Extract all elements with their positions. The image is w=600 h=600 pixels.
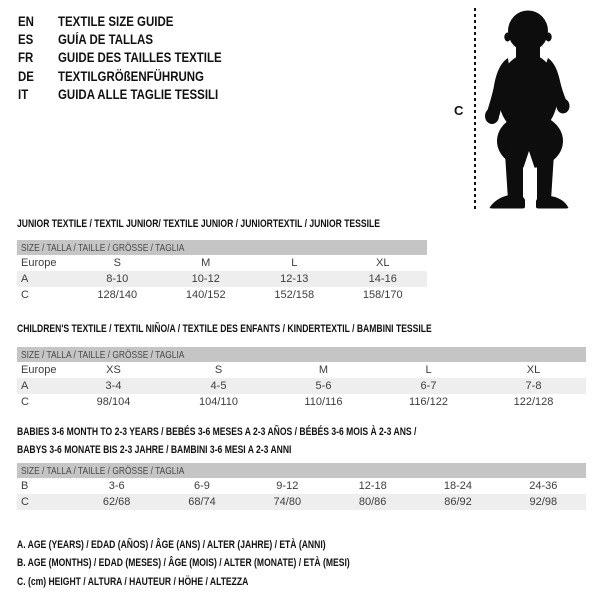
size-cell: 24-36 bbox=[529, 480, 558, 492]
size-cell: XL bbox=[526, 364, 541, 376]
size-cell: L bbox=[291, 257, 298, 269]
size-cell: 122/128 bbox=[513, 396, 554, 408]
size-cell: 158/170 bbox=[362, 289, 403, 301]
legend-text: B. AGE (MONTHS) / EDAD (MESES) / ÂGE (MOIS) / ALTER (MONATE) / ETÀ (MESI) bbox=[17, 557, 350, 570]
size-cell: 5-6 bbox=[315, 380, 332, 392]
lang-code bbox=[18, 87, 58, 102]
size-cell: 128/140 bbox=[97, 289, 138, 301]
size-cell: 80/86 bbox=[358, 496, 387, 508]
table-row bbox=[17, 255, 427, 271]
table-header-label: SIZE / TALLA / TAILLE / GRÖSSE / TAGLIA bbox=[21, 464, 185, 477]
table-title bbox=[17, 424, 529, 459]
size-cell: 4-5 bbox=[210, 380, 227, 392]
table-title-text: BABIES 3-6 MONTH TO 2-3 YEARS / BEBÉS 3-6 MESES A 2-3 AÑOS / BÉBÉS 3-6 MOIS À 2-3 ANS / bbox=[17, 426, 417, 438]
size-cell: 8-10 bbox=[106, 273, 129, 285]
table-header-label: SIZE / TALLA / TAILLE / GRÖSSE / TAGLIA bbox=[21, 348, 185, 361]
size-cell: XL bbox=[376, 257, 390, 269]
size-cell: 116/122 bbox=[409, 396, 448, 408]
size-table bbox=[17, 347, 586, 410]
language-title-list bbox=[18, 12, 251, 104]
table-row bbox=[17, 478, 586, 494]
lang-code-text: FR bbox=[18, 50, 34, 66]
table-title bbox=[17, 321, 549, 339]
size-cell: 7-8 bbox=[525, 380, 542, 392]
legend-text: A. AGE (YEARS) / EDAD (AÑOS) / ÂGE (ANS) / ALTER (JAHRE) / ETÀ (ANNI) bbox=[17, 539, 326, 551]
table-row bbox=[17, 287, 427, 303]
size-cell: 104/110 bbox=[199, 396, 238, 408]
size-cell: 86/92 bbox=[444, 496, 472, 508]
size-cell: 18-24 bbox=[443, 480, 473, 492]
size-cell: M bbox=[318, 364, 329, 376]
size-cell: 3-6 bbox=[108, 480, 125, 492]
lang-title-text: TEXTILGRÖßENFÜHRUNG bbox=[58, 68, 204, 84]
lang-code-text: EN bbox=[18, 13, 34, 29]
height-c-label: C bbox=[454, 103, 464, 118]
size-cell: 92/98 bbox=[529, 496, 558, 508]
lang-code bbox=[18, 32, 58, 47]
size-cell: S bbox=[113, 257, 121, 269]
lang-title bbox=[58, 32, 170, 47]
lang-code bbox=[18, 14, 58, 29]
legend-line-b bbox=[17, 554, 444, 572]
row-label: A bbox=[21, 273, 29, 285]
size-cell: 98/104 bbox=[96, 396, 131, 408]
lang-title bbox=[58, 50, 251, 65]
table-header-band bbox=[17, 240, 427, 255]
table-row bbox=[17, 394, 586, 410]
lang-row-en bbox=[18, 12, 251, 30]
size-cell: XS bbox=[106, 364, 121, 376]
size-cell: S bbox=[214, 364, 223, 376]
lang-title-text: GUÍA DE TALLAS bbox=[58, 32, 153, 48]
measurement-legend bbox=[17, 536, 444, 591]
lang-title bbox=[58, 87, 247, 102]
table-title-line bbox=[17, 442, 529, 460]
size-cell: M bbox=[201, 257, 211, 269]
size-table bbox=[17, 463, 586, 510]
table-title-text: CHILDREN'S TEXTILE / TEXTIL NIÑO/A / TEXTILE DES ENFANTS / KINDERTEXTIL / BAMBINI TESSILE bbox=[17, 323, 432, 335]
lang-code bbox=[18, 50, 58, 65]
size-cell: 140/152 bbox=[185, 289, 226, 301]
row-label: C bbox=[21, 496, 29, 508]
table-row bbox=[17, 378, 586, 394]
height-dashed-line bbox=[474, 8, 476, 210]
row-label: Europe bbox=[21, 364, 57, 376]
toddler-silhouette-icon bbox=[482, 8, 600, 210]
table-title-line bbox=[17, 424, 529, 442]
size-cell: 3-4 bbox=[105, 380, 122, 392]
table-title-text: BABYS 3-6 MONATE BIS 2-3 JAHRE / BAMBINI 3-6 MESI A 2-3 ANNI bbox=[17, 443, 292, 456]
lang-title-text: GUIDA ALLE TAGLIE TESSILI bbox=[58, 87, 219, 103]
row-label: B bbox=[21, 480, 29, 492]
legend-line-a bbox=[17, 536, 444, 554]
row-label: C bbox=[21, 396, 29, 408]
table-title-line bbox=[17, 321, 549, 339]
lang-title-text: GUIDE DES TAILLES TEXTILE bbox=[58, 50, 222, 66]
size-cell: 9-12 bbox=[276, 480, 299, 492]
lang-title bbox=[58, 14, 194, 29]
size-cell: 152/158 bbox=[274, 289, 315, 301]
size-table bbox=[17, 240, 427, 303]
table-title-text: JUNIOR TEXTILE / TEXTIL JUNIOR/ TEXTILE JUNIOR / JUNIORTEXTIL / JUNIOR TESSILE bbox=[17, 218, 380, 230]
lang-row-de bbox=[18, 67, 251, 85]
lang-code-text: DE bbox=[18, 68, 34, 84]
table-title-line bbox=[17, 216, 482, 234]
size-cell: 68/74 bbox=[188, 496, 216, 508]
size-cell: 110/116 bbox=[304, 396, 343, 408]
size-cell: 62/68 bbox=[102, 496, 131, 508]
size-cell: 6-7 bbox=[420, 380, 437, 392]
row-label: Europe bbox=[21, 257, 57, 269]
legend-text: C. (cm) HEIGHT / ALTURA / HAUTEUR / HÖHE / ALTEZZA bbox=[17, 575, 249, 588]
table-header-band bbox=[17, 347, 586, 362]
size-cell: 12-18 bbox=[358, 480, 387, 492]
legend-line-c bbox=[17, 573, 444, 591]
size-cell: L bbox=[425, 364, 432, 376]
row-label: C bbox=[21, 289, 29, 301]
row-label: A bbox=[21, 380, 29, 392]
table-header-label: SIZE / TALLA / TAILLE / GRÖSSE / TAGLIA bbox=[21, 241, 185, 254]
size-cell: 74/80 bbox=[273, 496, 302, 508]
table-row bbox=[17, 494, 586, 510]
size-cell: 14-16 bbox=[368, 273, 397, 285]
lang-title bbox=[58, 69, 230, 84]
lang-row-it bbox=[18, 86, 251, 104]
size-cell: 10-12 bbox=[191, 273, 220, 285]
lang-row-es bbox=[18, 30, 251, 48]
lang-code-text: ES bbox=[18, 32, 34, 48]
size-cell: 12-13 bbox=[280, 273, 309, 285]
table-title bbox=[17, 216, 482, 234]
table-header-band bbox=[17, 463, 586, 478]
size-cell: 6-9 bbox=[194, 480, 210, 492]
table-row bbox=[17, 271, 427, 287]
lang-title-text: TEXTILE SIZE GUIDE bbox=[58, 13, 174, 29]
table-row bbox=[17, 362, 586, 378]
lang-row-fr bbox=[18, 49, 251, 67]
lang-code-text: IT bbox=[18, 87, 29, 103]
lang-code bbox=[18, 69, 58, 84]
